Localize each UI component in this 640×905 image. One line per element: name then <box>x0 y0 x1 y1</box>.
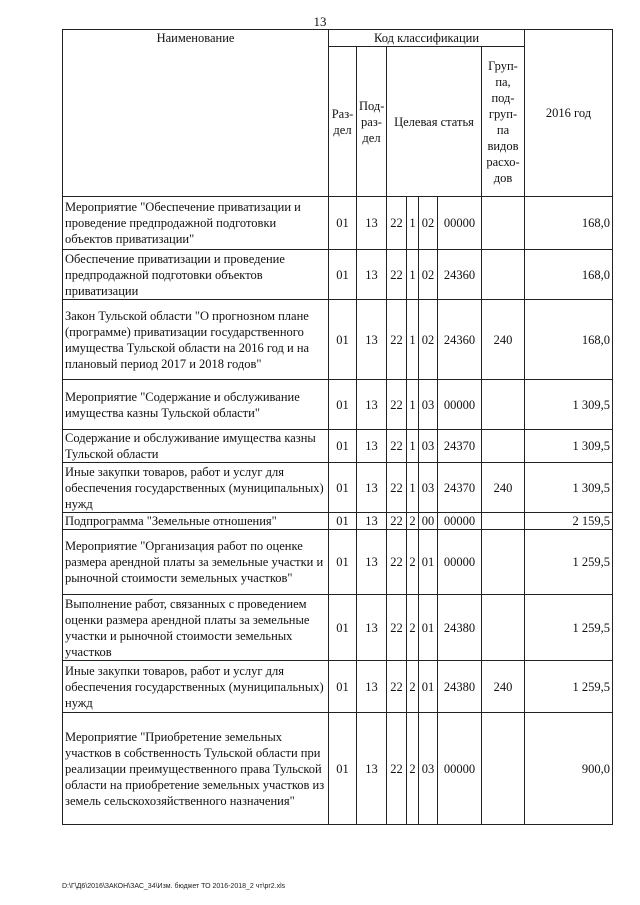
row-expense-group: 240 <box>482 661 525 713</box>
row-amount: 1 309,5 <box>525 380 613 430</box>
row-cs-program: 22 <box>387 430 407 463</box>
table-row <box>63 595 613 661</box>
row-cs-direction: 00000 <box>438 513 482 530</box>
header-podrazdel: Под- раз- дел <box>357 47 387 197</box>
row-cs-event: 00 <box>419 513 438 530</box>
row-podrazdel: 13 <box>357 530 387 595</box>
row-amount: 1 259,5 <box>525 530 613 595</box>
table-row <box>63 430 613 463</box>
row-cs-subprogram: 1 <box>407 380 419 430</box>
row-cs-direction: 00000 <box>438 713 482 825</box>
row-cs-subprogram: 1 <box>407 430 419 463</box>
header-razdel: Раз- дел <box>329 47 357 197</box>
row-cs-direction: 00000 <box>438 530 482 595</box>
file-path-footer: D:\Г\Д6\2016\ЗАКОН\ЗАС_34\Изм. бюджет ТО 2016-2018_2 чт\pr2.xls <box>62 883 286 890</box>
row-podrazdel: 13 <box>357 713 387 825</box>
table-row <box>63 197 613 250</box>
header-name: Наименование <box>63 30 329 197</box>
row-cs-direction: 24360 <box>438 250 482 300</box>
row-cs-subprogram: 1 <box>407 250 419 300</box>
table-row <box>63 661 613 713</box>
row-podrazdel: 13 <box>357 595 387 661</box>
table-row <box>63 713 613 825</box>
row-razdel: 01 <box>329 595 357 661</box>
row-podrazdel: 13 <box>357 197 387 250</box>
row-cs-subprogram: 2 <box>407 530 419 595</box>
row-amount: 168,0 <box>525 300 613 380</box>
row-expense-group <box>482 530 525 595</box>
row-cs-subprogram: 2 <box>407 595 419 661</box>
row-name: Мероприятие "Приобретение земельных участков в собственность Тульской области при реализации преимущественного права Тульской области на приобретение земельных участков из земель сельскохозяйственного назначения" <box>63 713 329 825</box>
header-row-top <box>63 30 613 47</box>
row-cs-subprogram: 2 <box>407 661 419 713</box>
row-name: Содержание и обслуживание имущества казны Тульской области <box>63 430 329 463</box>
table-row <box>63 513 613 530</box>
row-name: Мероприятие "Организация работ по оценке размера арендной платы за земельные участки и рыночной стоимости земельных участков" <box>63 530 329 595</box>
header-code-group: Код классификации <box>329 30 525 47</box>
row-cs-event: 02 <box>419 250 438 300</box>
row-cs-event: 03 <box>419 713 438 825</box>
row-amount: 2 159,5 <box>525 513 613 530</box>
row-name: Закон Тульской области "О прогнозном плане (программе) приватизации государственного имущества Тульской области на 2016 год и на плановый период 2017 и 2018 годов" <box>63 300 329 380</box>
row-cs-event: 01 <box>419 661 438 713</box>
row-cs-direction: 24380 <box>438 595 482 661</box>
row-cs-program: 22 <box>387 713 407 825</box>
row-podrazdel: 13 <box>357 380 387 430</box>
row-cs-program: 22 <box>387 513 407 530</box>
row-podrazdel: 13 <box>357 300 387 380</box>
row-cs-direction: 00000 <box>438 380 482 430</box>
row-cs-program: 22 <box>387 197 407 250</box>
row-name: Выполнение работ, связанных с проведением оценки размера арендной платы за земельные участки и рыночной стоимости земельных участков <box>63 595 329 661</box>
row-cs-subprogram: 2 <box>407 513 419 530</box>
budget-table <box>62 29 613 825</box>
row-cs-direction: 24370 <box>438 463 482 513</box>
row-cs-event: 03 <box>419 430 438 463</box>
row-name: Подпрограмма "Земельные отношения" <box>63 513 329 530</box>
row-razdel: 01 <box>329 530 357 595</box>
row-podrazdel: 13 <box>357 513 387 530</box>
table-row <box>63 380 613 430</box>
row-cs-subprogram: 1 <box>407 197 419 250</box>
row-podrazdel: 13 <box>357 463 387 513</box>
row-amount: 168,0 <box>525 250 613 300</box>
row-cs-subprogram: 1 <box>407 463 419 513</box>
row-razdel: 01 <box>329 713 357 825</box>
row-expense-group <box>482 197 525 250</box>
row-amount: 1 259,5 <box>525 661 613 713</box>
row-podrazdel: 13 <box>357 430 387 463</box>
row-podrazdel: 13 <box>357 250 387 300</box>
row-expense-group: 240 <box>482 300 525 380</box>
row-razdel: 01 <box>329 250 357 300</box>
header-expense-group: Груп- па, под- груп- па видов расхо- дов <box>482 47 525 197</box>
row-cs-program: 22 <box>387 300 407 380</box>
row-expense-group <box>482 513 525 530</box>
row-cs-event: 02 <box>419 197 438 250</box>
row-cs-event: 01 <box>419 595 438 661</box>
row-razdel: 01 <box>329 197 357 250</box>
row-razdel: 01 <box>329 513 357 530</box>
row-cs-program: 22 <box>387 530 407 595</box>
row-cs-program: 22 <box>387 661 407 713</box>
row-cs-program: 22 <box>387 380 407 430</box>
row-expense-group <box>482 430 525 463</box>
table-row <box>63 250 613 300</box>
row-razdel: 01 <box>329 380 357 430</box>
row-expense-group <box>482 713 525 825</box>
table-row <box>63 463 613 513</box>
row-cs-direction: 00000 <box>438 197 482 250</box>
row-name: Иные закупки товаров, работ и услуг для обеспечения государственных (муниципальных) нужд <box>63 463 329 513</box>
row-name: Мероприятие "Содержание и обслуживание имущества казны Тульской области" <box>63 380 329 430</box>
row-expense-group <box>482 250 525 300</box>
row-cs-subprogram: 2 <box>407 713 419 825</box>
page-number: 13 <box>313 14 327 29</box>
row-cs-program: 22 <box>387 250 407 300</box>
row-amount: 1 259,5 <box>525 595 613 661</box>
row-razdel: 01 <box>329 430 357 463</box>
row-razdel: 01 <box>329 661 357 713</box>
row-cs-direction: 24360 <box>438 300 482 380</box>
row-cs-event: 03 <box>419 463 438 513</box>
row-expense-group <box>482 595 525 661</box>
row-expense-group: 240 <box>482 463 525 513</box>
row-name: Обеспечение приватизации и проведение предпродажной подготовки объектов приватизации <box>63 250 329 300</box>
row-cs-direction: 24370 <box>438 430 482 463</box>
row-amount: 168,0 <box>525 197 613 250</box>
row-razdel: 01 <box>329 300 357 380</box>
header-year: 2016 год <box>525 30 613 197</box>
row-cs-program: 22 <box>387 595 407 661</box>
row-podrazdel: 13 <box>357 661 387 713</box>
row-cs-subprogram: 1 <box>407 300 419 380</box>
row-name: Иные закупки товаров, работ и услуг для обеспечения государственных (муниципальных) нужд <box>63 661 329 713</box>
row-cs-direction: 24380 <box>438 661 482 713</box>
row-cs-event: 01 <box>419 530 438 595</box>
row-amount: 900,0 <box>525 713 613 825</box>
row-name: Мероприятие "Обеспечение приватизации и проведение предпродажной подготовки объектов приватизации" <box>63 197 329 250</box>
row-expense-group <box>482 380 525 430</box>
row-cs-event: 02 <box>419 300 438 380</box>
row-cs-event: 03 <box>419 380 438 430</box>
header-target-article: Целевая статья <box>387 47 482 197</box>
row-amount: 1 309,5 <box>525 430 613 463</box>
row-cs-program: 22 <box>387 463 407 513</box>
row-amount: 1 309,5 <box>525 463 613 513</box>
table-row <box>63 530 613 595</box>
row-razdel: 01 <box>329 463 357 513</box>
table-row <box>63 300 613 380</box>
